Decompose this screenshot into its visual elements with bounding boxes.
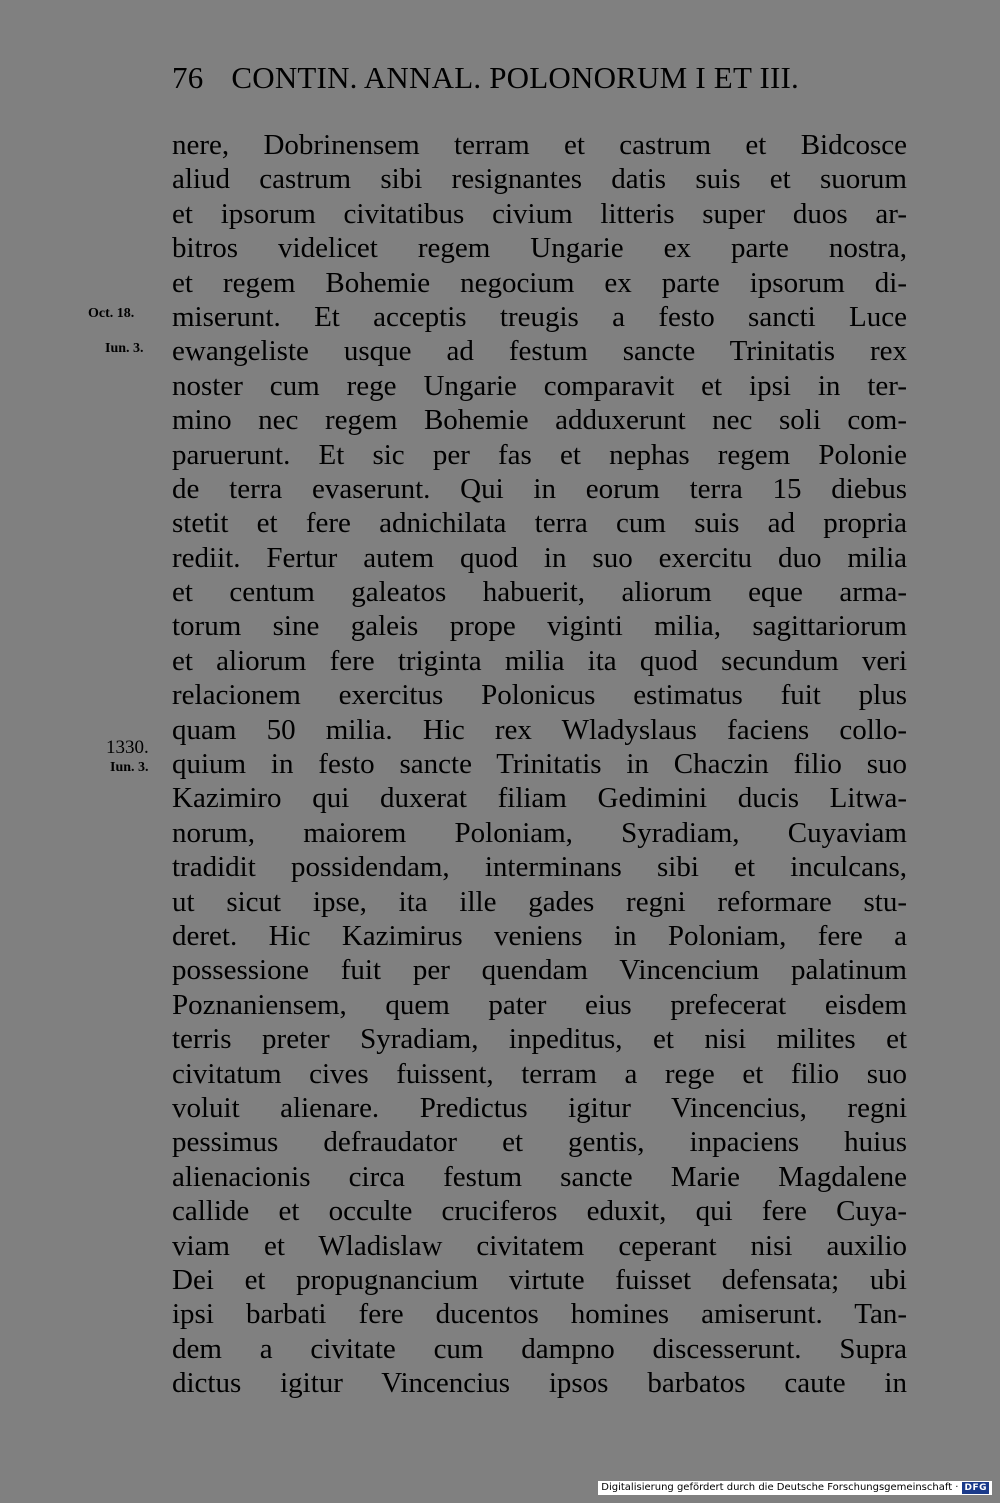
text-line: miserunt. Et acceptis treugis a festo sancti Luce [172, 300, 907, 333]
text-line: possessione fuit per quendam Vincencium palatinum [172, 954, 907, 987]
margin-note-year: 1330. [106, 737, 149, 758]
text-line: bitros videlicet regem Ungarie ex parte nostra, [172, 232, 907, 265]
text-line: rediit. Fertur autem quod in suo exercitu duo milia [172, 541, 907, 574]
text-line: quam 50 milia. Hic rex Wladyslaus faciens collo- [172, 713, 907, 746]
text-line: viam et Wladislaw civitatem ceperant nisi auxilio [172, 1229, 907, 1262]
running-title: CONTIN. ANNAL. POLONORUM I ET III. [231, 60, 799, 95]
text-line: et centum galeatos habuerit, aliorum eque arma- [172, 576, 907, 609]
text-line: tradidit possidendam, interminans sibi et inculcans, [172, 851, 907, 884]
text-line: voluit alienare. Predictus igitur Vincencius, regni [172, 1091, 907, 1124]
text-line: alienacionis circa festum sancte Marie Magdalene [172, 1160, 907, 1193]
text-line: deret. Hic Kazimirus veniens in Poloniam, fere a [172, 919, 907, 952]
text-line: de terra evaserunt. Qui in eorum terra 15 diebus [172, 472, 907, 505]
text-line: et regem Bohemie negocium ex parte ipsorum di- [172, 266, 907, 299]
text-line: noster cum rege Ungarie comparavit et ipsi in ter- [172, 369, 907, 402]
text-line: Kazimiro qui duxerat filiam Gedimini ducis Litwa- [172, 782, 907, 815]
text-line: stetit et fere adnichilata terra cum suis ad propria [172, 507, 907, 540]
text-line: dem a civitate cum dampno discesserunt. Supra [172, 1332, 907, 1365]
credit-text: Digitalisierung gefördert durch die Deutsche Forschungsgemeinschaft · [601, 1482, 959, 1493]
text-line: terris preter Syradiam, inpeditus, et nisi milites et [172, 1023, 907, 1056]
margin-note-date: Oct. 18. [88, 306, 135, 321]
text-line: et ipsorum civitatibus civium litteris super duos ar- [172, 197, 907, 230]
text-line: norum, maiorem Poloniam, Syradiam, Cuyaviam [172, 816, 907, 849]
margin-note-date: Iun. 3. [105, 341, 144, 356]
page-header [172, 58, 892, 98]
text-line: et aliorum fere triginta milia ita quod secundum veri [172, 644, 907, 677]
text-line: mino nec regem Bohemie adduxerunt nec soli com- [172, 404, 907, 437]
text-line: Poznaniensem, quem pater eius prefecerat eisdem [172, 988, 907, 1021]
text-line: pessimus defraudator et gentis, inpaciens huius [172, 1126, 907, 1159]
text-line: torum sine galeis prope viginti milia, sagittariorum [172, 610, 907, 643]
text-line: relacionem exercitus Polonicus estimatus fuit plus [172, 679, 907, 712]
margin-note-date: Iun. 3. [110, 760, 149, 775]
text-line: Dei et propugnancium virtute fuisset defensata; ubi [172, 1263, 907, 1296]
body-text [172, 128, 907, 1400]
text-line: ipsi barbati fere ducentos homines amiserunt. Tan- [172, 1298, 907, 1331]
text-line: ut sicut ipse, ita ille gades regni reformare stu- [172, 885, 907, 918]
text-line: callide et occulte cruciferos eduxit, qui fere Cuya- [172, 1195, 907, 1228]
text-line: aliud castrum sibi resignantes datis suis et suorum [172, 163, 907, 196]
digitization-credit [598, 1481, 992, 1495]
text-line: nere, Dobrinensem terram et castrum et Bidcosce [172, 129, 907, 161]
text-line: paruerunt. Et sic per fas et nephas regem Polonie [172, 438, 907, 471]
text-line: civitatum cives fuissent, terram a rege et filio suo [172, 1057, 907, 1090]
dfg-logo-icon: DFG [964, 1483, 987, 1493]
page-number: 76 [172, 60, 204, 95]
text-line: ewangeliste usque ad festum sancte Trinitatis rex [172, 335, 907, 368]
text-line: quium in festo sancte Trinitatis in Chaczin filio suo [172, 748, 907, 781]
text-line: dictus igitur Vincencius ipsos barbatos caute in [172, 1367, 907, 1400]
